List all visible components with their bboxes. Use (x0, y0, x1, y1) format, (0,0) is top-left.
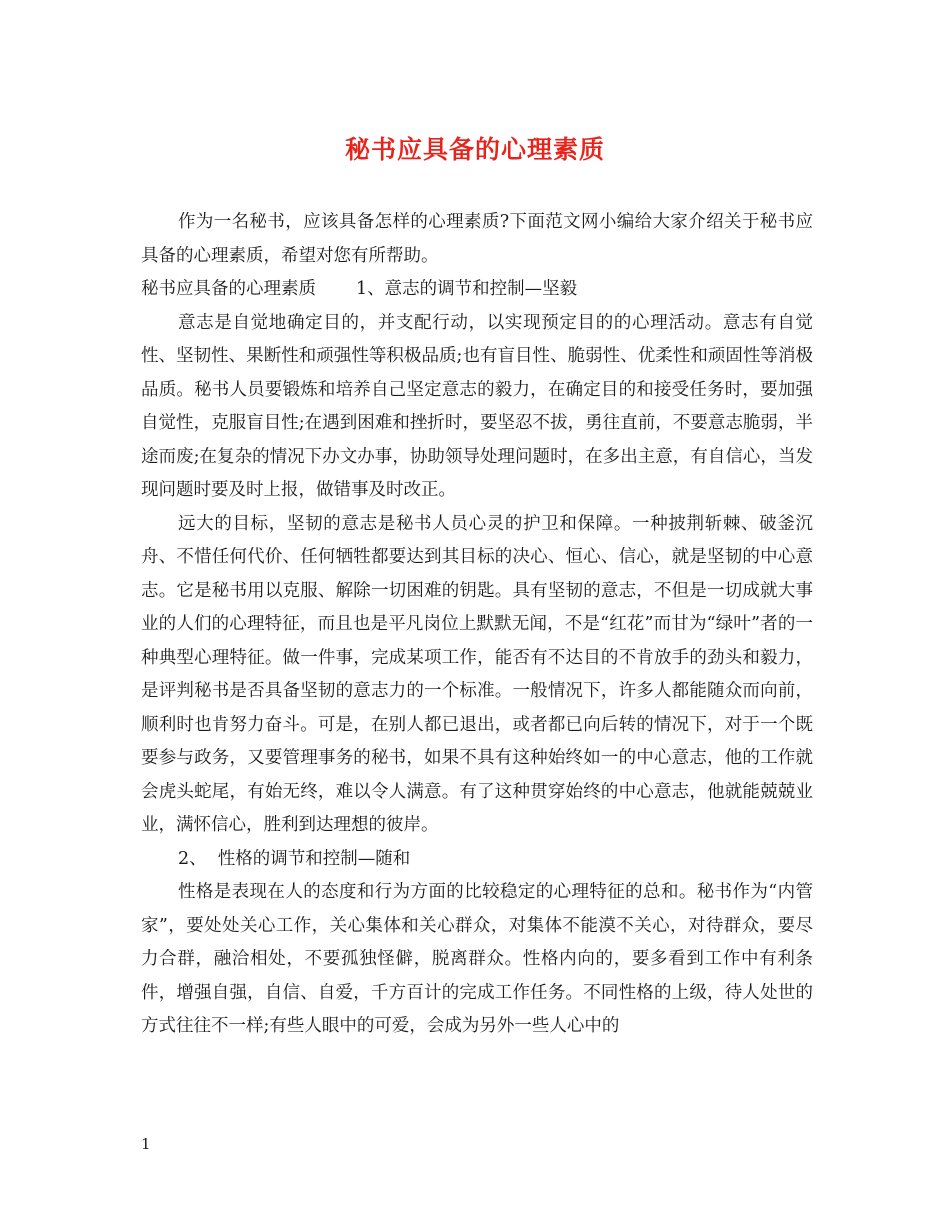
paragraph-will: 意志是自觉地确定目的，并支配行动，以实现预定目的的心理活动。意志有自觉性、坚韧性、果断性和顽强性等积极品质;也有盲目性、脆弱性、优柔性和顽固性等消极品质。秘书人员要锻炼和培养自己坚定意志的毅力，在确定目的和接受任务时，要加强自觉性，克服盲目性;在遇到困难和挫折时，要坚忍不拔，勇往直前，不要意志脆弱，半途而废;在复杂的情况下办文办事，协助领导处理问题时，在多出主意，有自信心，当发现问题时要及时上报，做错事及时改正。 (141, 312, 813, 500)
section-heading (141, 273, 813, 307)
intro-paragraph: 作为一名秘书，应该具备怎样的心理素质?下面范文网小编给大家介绍关于秘书应具备的心理素质，希望对您有所帮助。 (141, 212, 813, 266)
section-heading-left: 秘书应具备的心理素质 (141, 279, 316, 299)
document-body (141, 206, 813, 1044)
paragraph-character: 性格是表现在人的态度和行为方面的比较稳定的心理特征的总和。秘书作为“内管家”，要处处关心工作，关心集体和关心群众，对集体不能漠不关心，对待群众，要尽力合群，融洽相处，不要孤独怪僻，脱离群众。性格内向的，要多看到工作中有利条件，增强自强，自信、自爱，千方百计的完成工作任务。不同性格的上级，待人处世的方式往往不一样;有些人眼中的可爱，会成为另外一些人心中的 (141, 882, 813, 1036)
page-title: 秘书应具备的心理素质 (344, 135, 605, 164)
section-2-heading: 2、 性格的调节和控制—随和 (178, 848, 411, 869)
section-heading-right: 1、意志的调节和控制—坚毅 (356, 279, 578, 299)
paragraph-goal: 远大的目标，坚韧的意志是秘书人员心灵的护卫和保障。一种披荆斩棘、破釜沉舟、不惜任何代价、任何牺牲都要达到其目标的决心、恒心、信心，就是坚韧的中心意志。它是秘书用以克服、解除一切困难的钥匙。具有坚韧的意志，不但是一切成就大事业的人们的心理特征，而且也是平凡岗位上默默无闻，不是“红花”而甘为“绿叶”者的一种典型心理特征。做一件事，完成某项工作，能否有不达目的不肯放手的劲头和毅力，是评判秘书是否具备坚韧的意志力的一个标准。一般情况下，许多人都能随众而向前，顺利时也肯努力奋斗。可是，在别人都已退出，或者都已向后转的情况下，对于一个既要参与政务，又要管理事务的秘书，如果不具有这种始终如一的中心意志，他的工作就会虎头蛇尾，有始无终，难以令人满意。有了这种贯穿始终的中心意志，他就能兢兢业业，满怀信心，胜利到达理想的彼岸。 (141, 513, 813, 835)
page-number: 1 (141, 1135, 151, 1153)
